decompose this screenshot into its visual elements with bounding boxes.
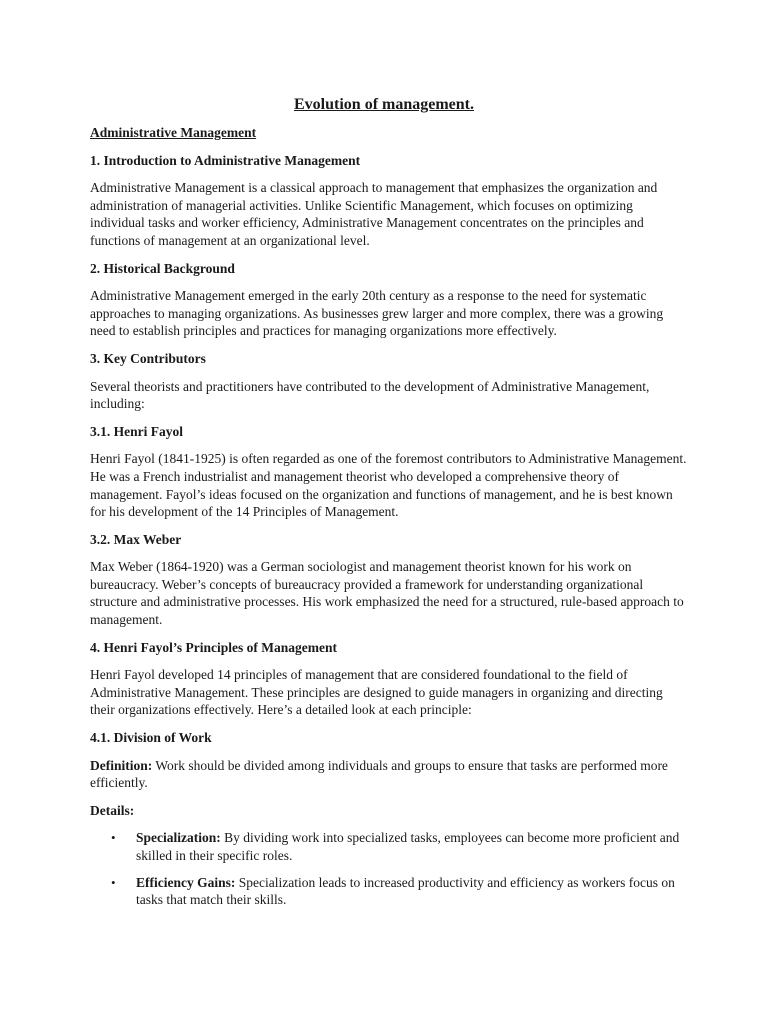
- section-2-paragraph: Administrative Management emerged in the early 20th century as a response to the need for systematic approaches to managing organizations. As businesses grew larger and more complex, there was a growing need to establish principles and practices for managing organizations more effectively.: [90, 288, 664, 339]
- bullet-icon: •: [111, 830, 116, 846]
- section-4-1-heading: 4.1. Division of Work: [90, 730, 212, 746]
- section-3-2-paragraph: Max Weber (1864-1920) was a German sociologist and management theorist known for his work on bureaucracy. Weber’s concepts of bureaucracy provided a framework for understanding organizational structure and administrative processes. His work emphasized the need for a structured, rule-based approach to management.: [90, 559, 684, 628]
- list-item: [111, 829, 690, 864]
- section-2-heading: 2. Historical Background: [90, 260, 235, 276]
- section-4-paragraph: Henri Fayol developed 14 principles of management that are considered foundational to the field of Administrative Management. These principles are designed to guide managers in organizing and directing their organizations effectively. Here’s a detailed look at each principle:: [90, 667, 663, 718]
- section-3-heading: 3. Key Contributors: [90, 350, 206, 366]
- document-subtitle: Administrative Management: [90, 125, 257, 140]
- bullet-icon: •: [111, 874, 116, 890]
- definition-label: Definition:: [90, 757, 153, 773]
- section-1-heading: 1. Introduction to Administrative Management: [90, 152, 361, 168]
- list-item-text: By dividing work into specialized tasks, employees can become more proficient and skilled in their specific roles.: [136, 830, 680, 863]
- section-3-paragraph: Several theorists and practitioners have contributed to the development of Administrative Management, including:: [90, 378, 650, 412]
- section-3-1-paragraph: Henri Fayol (1841-1925) is often regarded as one of the foremost contributors to Administrative Management. He was a French industrialist and management theorist who developed a comprehensive theory of management. Fayol’s ideas focused on the organization and functions of management, and he is best known for his development of the 14 Principles of Management.: [90, 451, 687, 520]
- section-3-2-heading: 3.2. Max Weber: [90, 531, 182, 547]
- section-1-paragraph: Administrative Management is a classical approach to management that emphasizes the organization and administration of managerial activities. Unlike Scientific Management, which focuses on optimizing individual tasks and worker efficiency, Administrative Management concentrates on the principles and functions of management at an organizational level.: [90, 180, 658, 248]
- list-item-label: Efficiency Gains:: [136, 874, 236, 890]
- document-title: Evolution of management.: [294, 96, 474, 113]
- list-item-label: Specialization:: [136, 830, 221, 846]
- section-3-1-heading: 3.1. Henri Fayol: [90, 423, 183, 439]
- list-item-text: Specialization leads to increased productivity and efficiency as workers focus on tasks that match their skills.: [136, 874, 675, 908]
- definition-paragraph: [90, 757, 690, 792]
- document-body: [90, 124, 690, 918]
- list-item: [111, 874, 690, 909]
- details-label: Details:: [90, 802, 135, 818]
- details-list: [90, 829, 690, 908]
- definition-text: Work should be divided among individuals and groups to ensure that tasks are performed more efficiently.: [90, 757, 668, 791]
- section-4-heading: 4. Henri Fayol’s Principles of Management: [90, 639, 337, 655]
